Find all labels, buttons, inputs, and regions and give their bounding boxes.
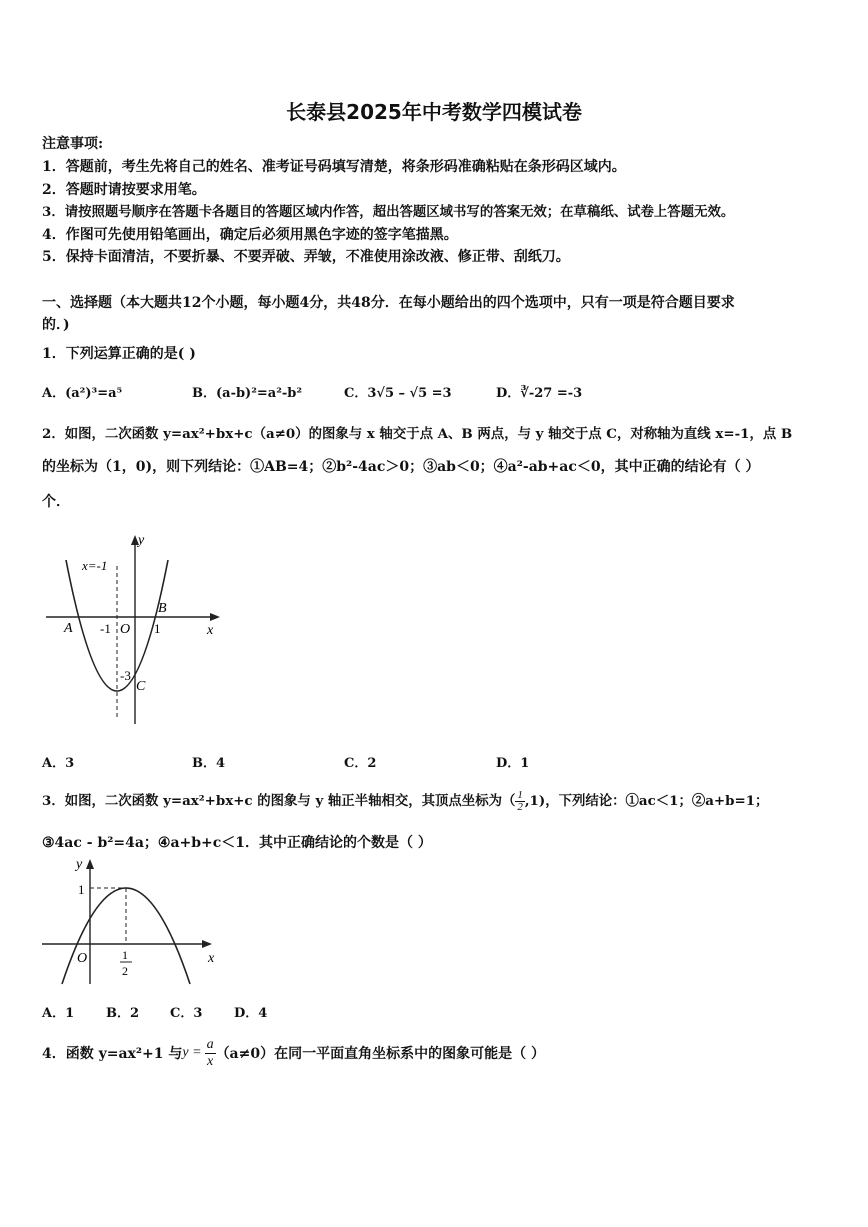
q2-parabola-graph [44, 530, 224, 730]
q1-option-b-label: B． [192, 386, 216, 401]
q1-option-a-text: (a²)³=a⁵ [65, 386, 123, 401]
q3-label-one: 1 [78, 882, 85, 897]
page-title: 长泰县2025年中考数学四模试卷 [286, 100, 582, 124]
note-item-5: 5．保持卡面清洁，不要折暴、不要弄破、弄皱，不准使用涂改液、修正带、刮纸刀。 [42, 249, 570, 265]
q1-option-a [42, 382, 122, 401]
q2-label-neg3: -3 [120, 668, 131, 683]
q2-label-a: A [64, 621, 73, 636]
q2-label-x: x [207, 623, 214, 638]
q3-label-o: O [77, 951, 88, 966]
q2-option-b: B．4 [192, 756, 226, 771]
q4-text-end: （a≠0）在同一平面直角坐标系中的图象可能是（ ） [215, 1046, 545, 1062]
q3-line1-start: 3．如图，二次函数 y=ax²+bx+c 的图象与 y 轴正半轴相交，其顶点坐标为（ [42, 793, 516, 809]
q3-option-a: A．1 [42, 1006, 75, 1021]
note-item-3: 3．请按照题号顺序在答题卡各题目的答题区域内作答，超出答题区域书写的答案无效；在草稿纸、试卷上答题无效。 [42, 204, 735, 220]
q3-line2: ③4ac - b²=4a；④a+b+c＜1．其中正确结论的个数是（ ） [42, 835, 432, 851]
q2-line3: 个． [42, 494, 70, 510]
q2-label-c: C [136, 679, 146, 694]
q3-line1-end: ,1)，下列结论：①ac＜1；②a+b=1； [524, 793, 769, 809]
q2-x-axis-arrow [210, 613, 220, 621]
q1-option-c [344, 382, 452, 401]
q3-vertex-fraction [515, 790, 525, 813]
q2-figure [44, 530, 224, 730]
q3-option-b: B．2 [106, 1006, 140, 1021]
q2-label-b: B [158, 601, 167, 616]
q3-parabola-graph [40, 856, 230, 986]
q4-frac-num: a [206, 1036, 214, 1052]
note-item-1: 1．答题前，考生先将自己的姓名、准考证号码填写清楚，将条形码准确粘贴在条形码区域内。 [42, 159, 626, 175]
q1-option-b [192, 382, 302, 401]
q2-option-d: D．1 [496, 756, 530, 771]
q4-stem [42, 1033, 545, 1073]
q1-option-d-label: D． [496, 386, 521, 401]
q2-line1: 2．如图，二次函数 y=ax²+bx+c（a≠0）的图象与 x 轴交于点 A、B 两点，与 y 轴交于点 C，对称轴为直线 x=-1，点 B [42, 426, 793, 442]
q3-label-half-den: 2 [122, 964, 128, 978]
q3-label-x: x [208, 951, 215, 966]
q2-label-one: 1 [154, 621, 161, 636]
q2-option-c: C．2 [344, 756, 377, 771]
q3-label-y: y [76, 857, 83, 872]
q1-stem: 1．下列运算正确的是( ) [42, 346, 196, 362]
q3-y-axis-arrow [86, 859, 94, 869]
section-heading-line1: 一、选择题（本大题共12个小题，每小题4分，共48分．在每小题给出的四个选项中，只有一项是符合题目要求 [42, 295, 735, 311]
q3-figure [40, 856, 230, 986]
q2-label-axis-line: x=-1 [82, 558, 108, 573]
q1-option-b-text: (a-b)²=a²-b² [216, 386, 303, 401]
q1-option-d [496, 382, 582, 401]
q4-fraction [205, 1037, 216, 1070]
section-heading-line2: 的．) [42, 317, 70, 333]
note-item-2: 2．答题时请按要求用笔。 [42, 182, 206, 198]
q2-label-o: O [120, 622, 131, 637]
q3-option-d: D．4 [234, 1006, 268, 1021]
q1-option-c-label: C． [344, 386, 368, 401]
q4-frac-den: x [206, 1053, 214, 1069]
q1-option-a-label: A． [42, 386, 66, 401]
q3-label-half-num: 1 [122, 948, 128, 962]
q3-line1 [42, 790, 768, 813]
q3-vertex-num: 1 [517, 789, 523, 801]
q4-text-start: 4．函数 y=ax²+1 与 [42, 1046, 183, 1062]
q2-line2: 的坐标为（1，0)，则下列结论：①AB=4；②b²-4ac＞0；③ab＜0；④a²-ab+ac＜0，其中正确的结论有（ ） [42, 459, 760, 475]
q2-label-neg1: -1 [100, 621, 111, 636]
q1-option-c-text: 3√5 – √5 =3 [367, 386, 452, 401]
q1-option-d-text: ∛-27 =-3 [520, 386, 583, 401]
q2-label-y: y [138, 533, 145, 548]
q3-x-axis-arrow [202, 940, 212, 948]
note-item-4: 4．作图可先使用铅笔画出，确定后必须用黑色字迹的签字笔描黑。 [42, 227, 458, 243]
q4-frac-lhs: y = [182, 1045, 202, 1060]
q3-option-c: C．3 [170, 1006, 203, 1021]
q2-option-a: A．3 [42, 756, 75, 771]
q3-vertex-den: 2 [517, 801, 523, 813]
notes-heading: 注意事项: [42, 136, 104, 152]
